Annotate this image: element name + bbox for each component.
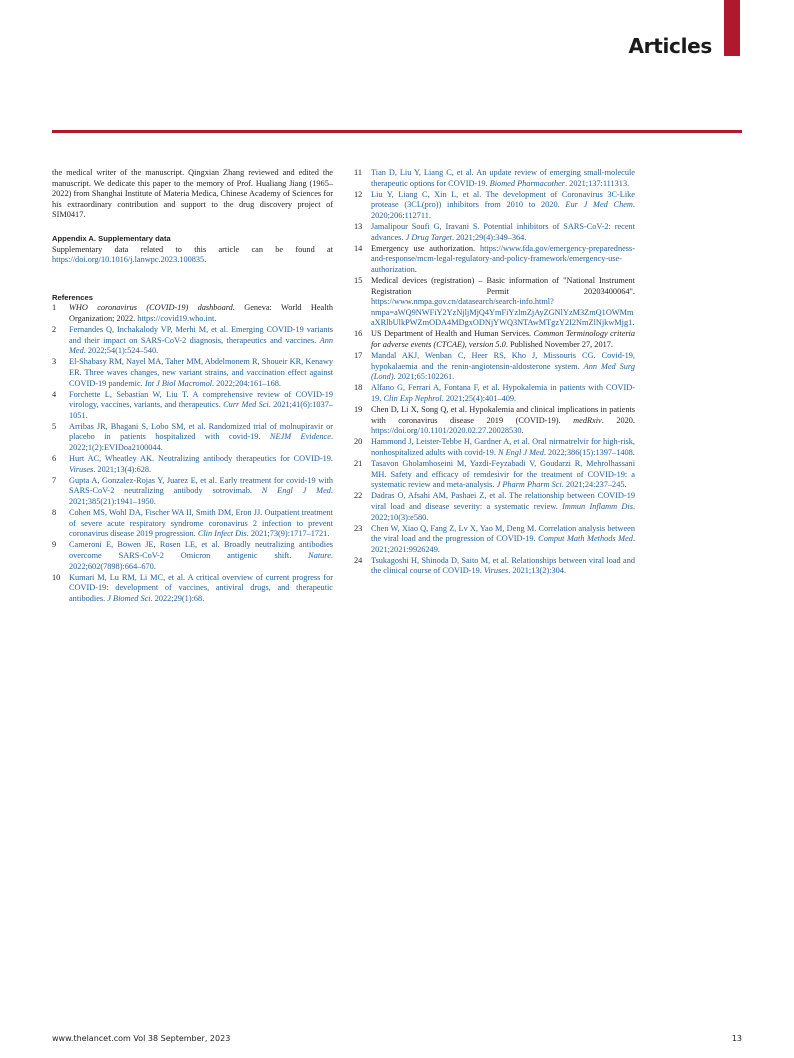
reference-number: 6 bbox=[52, 454, 57, 464]
reference-link[interactable]: N Engl J Med bbox=[261, 486, 331, 496]
page-number: 13 bbox=[731, 1034, 742, 1043]
reference-link[interactable]: J Biomed Sci bbox=[107, 593, 151, 603]
reference-number: 24 bbox=[354, 555, 363, 565]
references-list-left bbox=[52, 303, 333, 604]
left-column bbox=[52, 168, 333, 605]
reference-link[interactable]: Cameroni E, Bowen JE, Rosen LE, et al. Broadly neutralizing antibodies overcome SARS-CoV-2 Omicron antigenic shift. bbox=[69, 540, 333, 560]
reference-link[interactable]: . 2021;41(6):1037–1051. bbox=[69, 400, 333, 420]
reference-link[interactable]: . 2021;13(4):628. bbox=[93, 464, 152, 474]
reference-text bbox=[69, 454, 333, 475]
reference-item bbox=[52, 508, 333, 540]
reference-link[interactable]: . 2022;29(1):68. bbox=[150, 593, 205, 603]
reference-link[interactable]: . 2021;385(21):1941–1950. bbox=[69, 486, 333, 507]
reference-link[interactable]: Dadras O, Afsahi AM, Pashaei Z, et al. The relationship between COVID-19 viral load and disease severity: a systematic review. bbox=[371, 491, 635, 511]
reference-link[interactable]: Comput Math Methods Med bbox=[538, 534, 633, 544]
appendix-doi-link[interactable]: https://doi.org/10.1016/j.lanwpc.2023.100835 bbox=[52, 255, 205, 265]
reference-item bbox=[52, 303, 333, 324]
reference-link[interactable]: Viruses bbox=[483, 566, 509, 576]
reference-text bbox=[69, 476, 333, 508]
right-column bbox=[354, 168, 635, 578]
reference-link[interactable]: https://www.nmpa.gov.cn/datasearch/search-info.html?nmpa=aWQ9NWFiY2YzNjljMjQ4YmFiYzlmZjAyZGNlYzM3ZmQ1OWMmaXRlbUlkPWZmODA4MDgxODNjYWQ3NTAwMTgzY2I2NmZlNjkwMjg1 bbox=[371, 297, 634, 328]
reference-link[interactable]: . 2021;65:102261. bbox=[393, 372, 455, 382]
reference-link[interactable]: Forchette L, Sebastian W, Liu T. A comprehensive review of COVID-19 virology, vaccines, variants, and therapeutics. bbox=[69, 389, 333, 410]
reference-item bbox=[354, 524, 635, 556]
reference-link[interactable]: Clin Exp Nephrol bbox=[383, 393, 442, 403]
reference-item bbox=[354, 459, 635, 491]
reference-segment: . bbox=[414, 264, 417, 274]
reference-item bbox=[52, 357, 333, 389]
reference-link[interactable]: https://www.fda.gov/emergency-preparedness-and-response/mcm-legal-regulatory-and-policy-framework/emergency-use-authorization bbox=[371, 243, 635, 274]
reference-text bbox=[69, 422, 333, 454]
reference-link[interactable]: . 2021;29(4):349–364. bbox=[451, 232, 527, 242]
reference-text bbox=[69, 573, 333, 605]
reference-number: 10 bbox=[52, 572, 61, 582]
reference-item bbox=[52, 540, 333, 572]
reference-text bbox=[69, 357, 333, 389]
acknowledgement-text: the medical writer of the manuscript. Qingxian Zhang reviewed and edited the manuscript. We dedicate this paper to the memory of Prof. Hualiang Jiang (1965–2022) from Shanghai Institute of Materia Medica, Chinese Academy of Sciences for his extraordinary contribution and support to the drug discovery project of SIM0417. bbox=[52, 168, 333, 220]
reference-text bbox=[371, 491, 635, 523]
reference-number: 4 bbox=[52, 389, 57, 399]
reference-link[interactable]: Tasavon Gholamhoseini M, Yazdi-Feyzabadi V, Goudarzi R, Mehrolhassani MH. Safety and efficacy of remdesivir for the treatment of COVID-19: a systematic review and meta-analysis. bbox=[371, 459, 635, 490]
brand-bar bbox=[724, 0, 740, 56]
reference-item bbox=[52, 476, 333, 508]
reference-link[interactable]: . 2021;137:111313. bbox=[565, 178, 630, 188]
reference-number: 20 bbox=[354, 437, 363, 447]
reference-text bbox=[371, 329, 635, 350]
reference-link[interactable]: Alfano G, Ferrari A, Fontana F, et al. Hypokalemia in patients with COVID-19. bbox=[371, 383, 635, 403]
reference-number: 7 bbox=[52, 475, 57, 485]
reference-item bbox=[354, 222, 635, 243]
reference-text bbox=[371, 190, 635, 222]
reference-link[interactable]: J Drug Target bbox=[405, 232, 452, 242]
reference-item bbox=[354, 329, 635, 350]
reference-item bbox=[354, 351, 635, 383]
reference-number: 9 bbox=[52, 540, 57, 550]
reference-text bbox=[371, 351, 635, 383]
reference-link[interactable]: NEJM Evidence bbox=[269, 432, 331, 442]
reference-segment: Emergency use authorization. bbox=[371, 243, 480, 253]
reference-link[interactable]: Kumari M, Lu RM, Li MC, et al. A critical overview of current progress for COVID-19: development of vaccines, antiviral drugs, and therapeutic antibodies. bbox=[69, 572, 333, 603]
reference-link[interactable]: https://doi.org/10.1101/2020.02.27.20028530 bbox=[371, 426, 522, 436]
reference-number: 14 bbox=[354, 243, 363, 253]
reference-link[interactable]: Nature bbox=[308, 551, 331, 560]
reference-segment: . Published November 27, 2017. bbox=[505, 340, 613, 349]
reference-link[interactable]: https://covid19.who.int bbox=[137, 313, 215, 323]
references-list-right bbox=[354, 168, 635, 577]
reference-segment: WHO coronavirus (COVID-19) dashboard bbox=[69, 303, 233, 313]
reference-link[interactable]: Chen W, Xiao Q, Fang Z, Lv X, Yao M, Deng M. Correlation analysis between the viral load and the progression of COVID-19. bbox=[371, 523, 635, 544]
reference-text bbox=[371, 556, 635, 577]
reference-item bbox=[354, 556, 635, 577]
reference-segment: Common Terminology criteria for adverse events (CTCAE), version 5.0 bbox=[371, 329, 636, 349]
appendix-end: . bbox=[204, 255, 207, 265]
reference-text bbox=[371, 459, 635, 491]
reference-item bbox=[354, 405, 635, 437]
references-heading: References bbox=[52, 292, 93, 302]
reference-number: 15 bbox=[354, 275, 363, 285]
reference-text bbox=[69, 325, 333, 357]
reference-link[interactable]: Ann Med Surg (Lond) bbox=[371, 361, 636, 382]
reference-item bbox=[52, 325, 333, 357]
reference-segment: US Department of Health and Human Services. bbox=[371, 329, 534, 339]
header-rule bbox=[52, 130, 742, 133]
reference-link[interactable]: Liu Y, Liang C, Xin L, et al. The development of Coronavirus 3C-Like protease (3CL(pro)) inhibitors from 2010 to 2020. bbox=[371, 189, 635, 210]
reference-link[interactable]: . 2022;1(2):EVIDoa2100044. bbox=[69, 432, 334, 453]
reference-link[interactable]: Tsukagoshi H, Shinoda D, Saito M, et al. Relationships between viral load and the clinical course of COVID-19. bbox=[371, 555, 635, 576]
reference-segment: . 2020. bbox=[601, 415, 635, 425]
section-title: Articles bbox=[628, 34, 712, 58]
reference-link[interactable]: . 2021;2021:9926249. bbox=[371, 534, 636, 554]
reference-text bbox=[371, 244, 635, 276]
reference-link[interactable]: Cohen MS, Wohl DA, Fischer WA II, Smith DM, Eron JJ. Outpatient treatment of severe acute respiratory syndrome coronavirus 2 infection to prevent coronavirus disease 2019 progression. bbox=[69, 508, 333, 539]
reference-number: 3 bbox=[52, 357, 57, 367]
reference-number: 22 bbox=[354, 491, 363, 501]
reference-segment: . Geneva: World Health Organization; 2022. bbox=[69, 303, 333, 323]
appendix-body: Supplementary data related to this article can be found at bbox=[52, 244, 333, 254]
reference-item bbox=[354, 383, 635, 404]
reference-segment: . bbox=[632, 318, 635, 328]
reference-link[interactable]: . 2022;602(7898):664–670. bbox=[69, 551, 333, 571]
appendix-text bbox=[52, 245, 333, 266]
reference-segment: medRxiv bbox=[573, 415, 602, 425]
reference-text bbox=[371, 383, 635, 404]
reference-segment: . bbox=[521, 426, 524, 436]
reference-item bbox=[354, 168, 635, 189]
reference-link[interactable]: Viruses bbox=[69, 464, 94, 474]
reference-link[interactable]: N Engl J Med bbox=[497, 447, 544, 457]
reference-text bbox=[371, 405, 635, 437]
reference-link[interactable]: . 2021;73(9):1717–1721. bbox=[246, 529, 330, 539]
reference-number: 11 bbox=[354, 168, 362, 177]
reference-number: 17 bbox=[354, 351, 363, 361]
reference-link[interactable]: Fernandes Q, Inchakalody VP, Merhi M, et al. Emerging COVID-19 variants and their impact on SARS-CoV-2 diagnosis, therapeutics and vaccines. bbox=[69, 325, 333, 345]
reference-link[interactable]: Eur J Med Chem bbox=[565, 200, 633, 210]
reference-link[interactable]: Tian D, Liu Y, Liang C, et al. An update review of emerging small-molecule therapeutic options for COVID-19. bbox=[371, 168, 635, 188]
reference-link[interactable]: Jamalipour Soufi G, Iravani S. Potential inhibitors of SARS-CoV-2: recent advances. bbox=[371, 221, 635, 242]
reference-segment: Chen D, Li X, Song Q, et al. Hypokalemia and clinical implications in patients with coronavirus disease 2019 (COVID-19). bbox=[371, 405, 635, 425]
reference-number: 16 bbox=[354, 329, 363, 339]
reference-link[interactable]: Gupta A, Gonzalez-Rojas Y, Juarez E, et al. Early treatment for covid-19 with SARS-CoV-2 neutralizing antibody sotrovimab. bbox=[69, 475, 333, 496]
reference-number: 2 bbox=[52, 325, 57, 335]
reference-text bbox=[371, 437, 635, 458]
reference-link[interactable]: . 2022;386(15):1397–1408. bbox=[543, 447, 635, 457]
reference-number: 1 bbox=[52, 303, 57, 313]
reference-item bbox=[52, 422, 333, 454]
reference-link[interactable]: Biomed Pharmacother bbox=[489, 178, 566, 188]
reference-item bbox=[354, 491, 635, 523]
reference-item bbox=[52, 573, 333, 605]
reference-text bbox=[371, 524, 635, 556]
appendix-heading: Appendix A. Supplementary data bbox=[52, 233, 171, 243]
reference-text bbox=[69, 390, 333, 422]
reference-segment: Medical devices (registration) – Basic information of "National Instrument Registration Permit 20203400064". bbox=[371, 275, 635, 296]
reference-link[interactable]: . 2022;204:161–168. bbox=[212, 378, 281, 388]
reference-link[interactable]: Arribas JR, Bhagani S, Lobo SM, et al. Randomized trial of molnupiravir or placebo in patients hospitalized with covid-19. bbox=[69, 421, 333, 442]
reference-item bbox=[354, 276, 635, 329]
reference-item bbox=[354, 244, 635, 276]
reference-item bbox=[52, 390, 333, 422]
reference-link[interactable]: Hurt AC, Wheatley AK. Neutralizing antibody therapeutics for COVID-19. bbox=[69, 454, 333, 464]
reference-link[interactable]: Clin Infect Dis bbox=[197, 529, 247, 539]
reference-segment: . bbox=[214, 313, 217, 323]
reference-link[interactable]: . 2021;13(2):304. bbox=[508, 566, 567, 576]
reference-item bbox=[354, 437, 635, 458]
reference-text bbox=[371, 276, 635, 329]
reference-number: 23 bbox=[354, 523, 363, 533]
reference-number: 5 bbox=[52, 421, 57, 431]
reference-link[interactable]: . 2022;54(1):524–540. bbox=[83, 346, 159, 356]
reference-link[interactable]: Int J Biol Macromol bbox=[144, 378, 213, 388]
reference-link[interactable]: Immun Inflamm Dis bbox=[562, 501, 633, 511]
reference-number: 12 bbox=[354, 189, 363, 199]
reference-text bbox=[69, 303, 333, 324]
reference-text bbox=[69, 508, 333, 540]
reference-number: 13 bbox=[354, 221, 363, 231]
reference-link[interactable]: . 2022;10(3):e580. bbox=[371, 501, 636, 522]
reference-link[interactable]: . 2021;25(4):401–409. bbox=[441, 393, 517, 403]
reference-number: 21 bbox=[354, 459, 363, 469]
reference-link[interactable]: J Pharm Pharm Sci bbox=[496, 480, 562, 490]
reference-link[interactable]: . 2021;24:237–245. bbox=[561, 480, 627, 490]
reference-number: 19 bbox=[354, 405, 363, 415]
reference-link[interactable]: Mandal AKJ, Wenban C, Heer RS, Kho J, Missouris CG. Covid-19, hypokalaemia and the renin-angiotensin-aldosterone system. bbox=[371, 351, 635, 371]
reference-text bbox=[371, 222, 635, 243]
reference-number: 18 bbox=[354, 383, 363, 393]
reference-item bbox=[52, 454, 333, 475]
reference-text bbox=[69, 540, 333, 572]
reference-link[interactable]: Curr Med Sci bbox=[223, 400, 269, 410]
reference-link[interactable]: . 2020;206:112711. bbox=[371, 200, 635, 220]
reference-item bbox=[354, 190, 635, 222]
footer-journal: www.thelancet.com Vol 38 September, 2023 bbox=[52, 1034, 231, 1043]
reference-text bbox=[371, 168, 635, 189]
reference-link[interactable]: El-Shabasy RM, Nayel MA, Taher MM, Abdelmonem R, Shoueir KR, Kenawy ER. Three waves changes, new variant strains, and vaccination effect against COVID-19 pandemic. bbox=[69, 357, 333, 388]
reference-link[interactable]: Ann Med bbox=[69, 335, 333, 356]
reference-number: 8 bbox=[52, 508, 57, 518]
reference-link[interactable]: Hammond J, Leister-Tebbe H, Gardner A, et al. Oral nirmatrelvir for high-risk, nonhospitalized adults with covid-19. bbox=[371, 437, 635, 457]
